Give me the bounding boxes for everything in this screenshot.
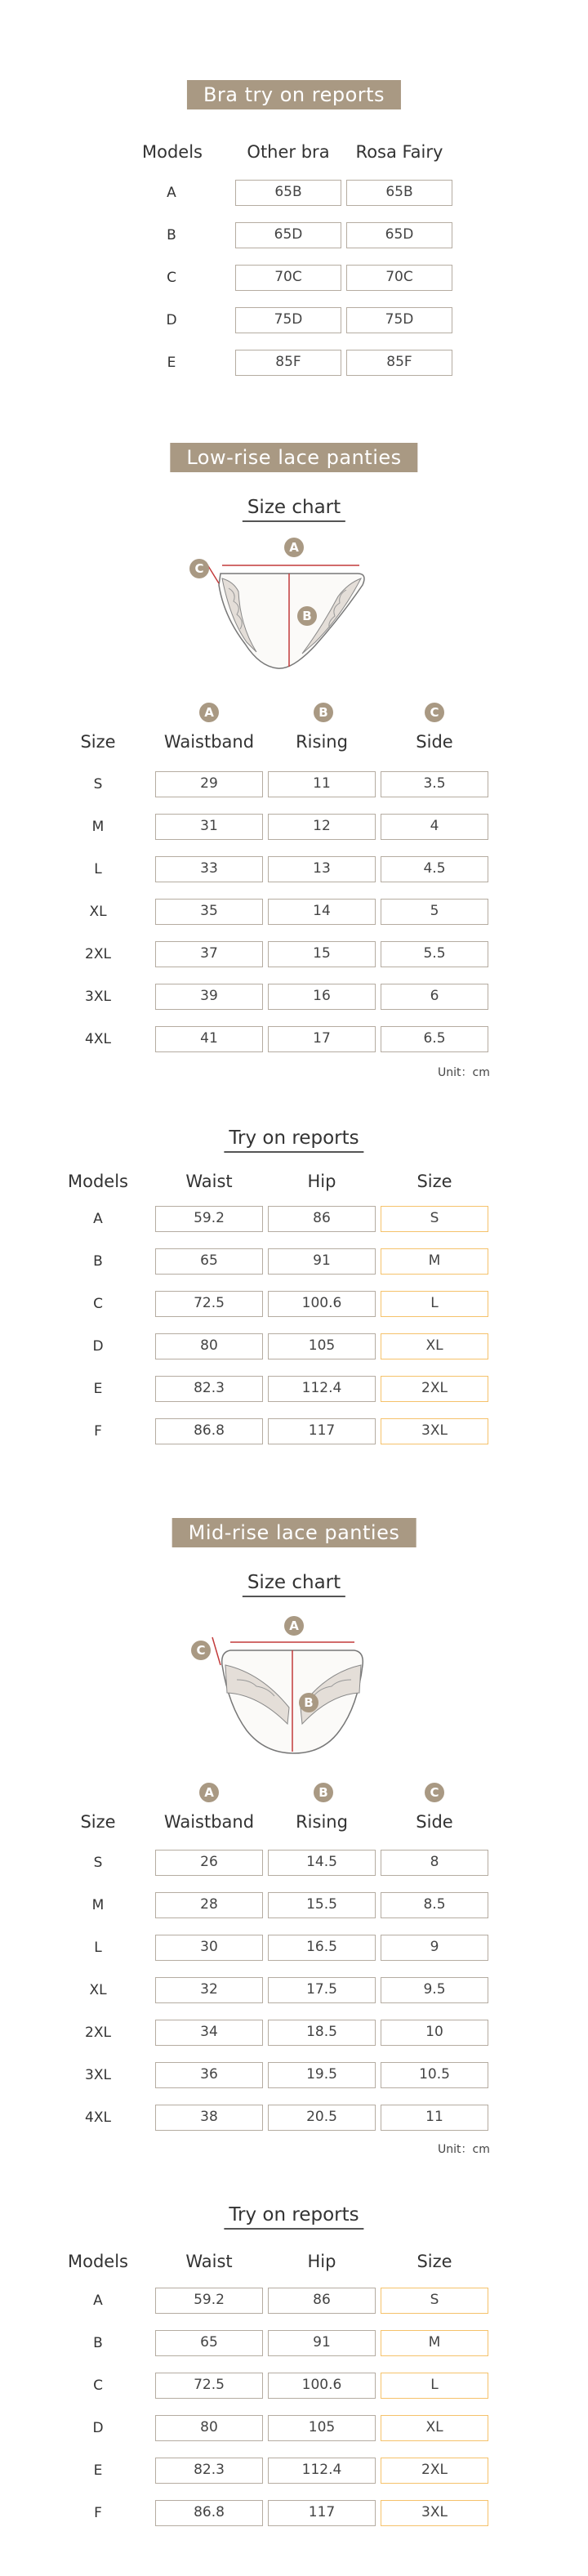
- mid-size-row-label: L: [94, 1940, 102, 1956]
- mid-size-cell: 36: [155, 2062, 263, 2088]
- mid-try-row-label: C: [93, 2377, 103, 2394]
- low-size-cell: 4: [381, 814, 488, 840]
- low-try-cell: XL: [381, 1333, 488, 1359]
- low-try-cell: 59.2: [155, 1206, 263, 1232]
- mid-size-cell: 32: [155, 1977, 263, 2003]
- low-col-marker-c: C: [425, 703, 444, 722]
- low-size-cell: 29: [155, 771, 263, 797]
- low-rise-panty-diagram: [178, 538, 382, 676]
- low-try-cell: 86.8: [155, 1418, 263, 1444]
- bra-section-title: Bra try on reports: [187, 80, 401, 109]
- bra-row-label: A: [167, 185, 176, 201]
- low-size-cell: 11: [268, 771, 376, 797]
- low-try-header-waist: Waist: [185, 1172, 233, 1191]
- low-try-row-label: C: [93, 1296, 103, 1312]
- low-try-cell: 3XL: [381, 1418, 488, 1444]
- low-size-row-label: L: [94, 861, 102, 877]
- mid-try-header-size: Size: [416, 2252, 452, 2271]
- mid-try-cell: XL: [381, 2415, 488, 2441]
- low-try-cell: 65: [155, 1248, 263, 1275]
- low-size-cell: 17: [268, 1026, 376, 1052]
- low-try-cell: 72.5: [155, 1291, 263, 1317]
- mid-try-cell: 3XL: [381, 2500, 488, 2526]
- low-header-waistband: Waistband: [163, 732, 255, 752]
- low-try-cell: 112.4: [268, 1376, 376, 1402]
- bra-row-label: C: [167, 270, 176, 286]
- bra-cell: 65D: [346, 222, 452, 248]
- low-size-cell: 37: [155, 941, 263, 967]
- low-size-chart-title: Size chart: [243, 497, 345, 522]
- bra-cell: 65D: [235, 222, 341, 248]
- bra-cell: 85F: [346, 350, 452, 376]
- mid-try-cell: 112.4: [268, 2458, 376, 2484]
- mid-try-cell: 2XL: [381, 2458, 488, 2484]
- mid-try-cell: 80: [155, 2415, 263, 2441]
- mid-try-cell: 59.2: [155, 2288, 263, 2314]
- low-size-row-label: XL: [89, 904, 107, 920]
- low-try-cell: S: [381, 1206, 488, 1232]
- low-size-row-label: 3XL: [85, 989, 111, 1005]
- low-try-cell: M: [381, 1248, 488, 1275]
- mid-size-cell: 10.5: [381, 2062, 488, 2088]
- mid-try-row-label: A: [93, 2293, 103, 2309]
- low-col-marker-b: B: [314, 703, 333, 722]
- mid-size-cell: 8: [381, 1850, 488, 1876]
- low-size-cell: 35: [155, 899, 263, 925]
- low-try-cell: 91: [268, 1248, 376, 1275]
- low-try-header-models: Models: [68, 1172, 128, 1191]
- low-size-row-label: 2XL: [85, 946, 111, 962]
- bra-header-models: Models: [142, 142, 203, 162]
- mid-try-cell: 86: [268, 2288, 376, 2314]
- mid-size-row-label: 3XL: [85, 2067, 111, 2083]
- bra-cell: 85F: [235, 350, 341, 376]
- mid-diagram-marker-a: A: [284, 1616, 304, 1636]
- mid-try-row-label: E: [93, 2462, 103, 2479]
- mid-size-cell: 38: [155, 2105, 263, 2131]
- mid-size-cell: 28: [155, 1892, 263, 1918]
- low-size-cell: 6.5: [381, 1026, 488, 1052]
- mid-size-row-label: 2XL: [85, 2025, 111, 2041]
- mid-try-row-label: B: [93, 2335, 103, 2351]
- low-try-row-label: A: [93, 1211, 103, 1227]
- mid-try-cell: M: [381, 2330, 488, 2356]
- mid-rise-panty-diagram: [180, 1616, 384, 1760]
- low-unit-label: Unit：cm: [438, 1066, 490, 1079]
- low-try-row-label: F: [94, 1423, 102, 1440]
- bra-header-other: Other bra: [247, 142, 330, 162]
- bra-cell: 70C: [235, 265, 341, 291]
- mid-try-cell: 117: [268, 2500, 376, 2526]
- mid-size-cell: 18.5: [268, 2020, 376, 2046]
- mid-try-title: Try on reports: [224, 2204, 363, 2230]
- low-section-title: Low-rise lace panties: [170, 443, 417, 472]
- bra-cell: 65B: [235, 180, 341, 206]
- mid-size-row-label: S: [93, 1855, 103, 1871]
- mid-unit-label: Unit：cm: [438, 2143, 490, 2156]
- mid-size-cell: 9: [381, 1935, 488, 1961]
- mid-try-cell: S: [381, 2288, 488, 2314]
- bra-row-label: D: [166, 312, 177, 328]
- mid-col-marker-c: C: [425, 1783, 444, 1802]
- bra-cell: 75D: [346, 307, 452, 333]
- mid-size-row-label: 4XL: [85, 2109, 111, 2126]
- low-diagram-marker-b: B: [297, 606, 317, 626]
- mid-size-chart-title: Size chart: [243, 1572, 345, 1597]
- mid-size-cell: 8.5: [381, 1892, 488, 1918]
- mid-header-rising: Rising: [296, 1812, 348, 1832]
- low-size-cell: 15: [268, 941, 376, 967]
- low-try-cell: 82.3: [155, 1376, 263, 1402]
- mid-size-cell: 14.5: [268, 1850, 376, 1876]
- mid-section-title: Mid-rise lace panties: [172, 1518, 416, 1547]
- mid-size-cell: 30: [155, 1935, 263, 1961]
- low-header-rising: Rising: [296, 732, 348, 752]
- mid-size-cell: 17.5: [268, 1977, 376, 2003]
- low-size-cell: 5.5: [381, 941, 488, 967]
- bra-cell: 75D: [235, 307, 341, 333]
- low-size-cell: 4.5: [381, 856, 488, 882]
- mid-size-cell: 11: [381, 2105, 488, 2131]
- mid-size-cell: 10: [381, 2020, 488, 2046]
- mid-try-cell: 91: [268, 2330, 376, 2356]
- low-diagram-marker-a: A: [284, 538, 304, 557]
- bra-row-label: B: [167, 227, 176, 243]
- low-try-header-size: Size: [416, 1172, 452, 1191]
- low-size-row-label: M: [91, 819, 105, 835]
- mid-try-header-hip: Hip: [307, 2252, 336, 2271]
- mid-diagram-marker-c: C: [191, 1641, 211, 1660]
- low-col-marker-a: A: [199, 703, 219, 722]
- bra-header-rosa: Rosa Fairy: [355, 142, 443, 162]
- mid-try-cell: 72.5: [155, 2373, 263, 2399]
- mid-try-cell: 65: [155, 2330, 263, 2356]
- mid-try-cell: L: [381, 2373, 488, 2399]
- low-header-side: Side: [416, 732, 453, 752]
- low-size-cell: 31: [155, 814, 263, 840]
- bra-cell: 65B: [346, 180, 452, 206]
- mid-size-cell: 15.5: [268, 1892, 376, 1918]
- low-try-row-label: E: [93, 1381, 103, 1397]
- low-size-cell: 3.5: [381, 771, 488, 797]
- low-try-cell: 80: [155, 1333, 263, 1359]
- mid-col-marker-b: B: [314, 1783, 333, 1802]
- low-size-cell: 41: [155, 1026, 263, 1052]
- low-size-cell: 39: [155, 984, 263, 1010]
- low-header-size: Size: [80, 732, 116, 752]
- mid-diagram-marker-b: B: [299, 1693, 318, 1712]
- low-try-header-hip: Hip: [307, 1172, 336, 1191]
- mid-try-cell: 82.3: [155, 2458, 263, 2484]
- mid-size-cell: 9.5: [381, 1977, 488, 2003]
- low-try-cell: 100.6: [268, 1291, 376, 1317]
- low-diagram-marker-c: C: [189, 559, 209, 578]
- mid-try-header-waist: Waist: [185, 2252, 233, 2271]
- mid-size-cell: 20.5: [268, 2105, 376, 2131]
- low-size-row-label: 4XL: [85, 1031, 111, 1047]
- low-size-cell: 16: [268, 984, 376, 1010]
- mid-size-cell: 26: [155, 1850, 263, 1876]
- mid-header-size: Size: [80, 1812, 116, 1832]
- mid-size-cell: 16.5: [268, 1935, 376, 1961]
- mid-try-row-label: D: [92, 2420, 104, 2436]
- mid-size-cell: 19.5: [268, 2062, 376, 2088]
- low-try-cell: 2XL: [381, 1376, 488, 1402]
- mid-try-header-models: Models: [68, 2252, 128, 2271]
- mid-size-row-label: M: [91, 1897, 105, 1913]
- low-size-cell: 14: [268, 899, 376, 925]
- low-size-cell: 13: [268, 856, 376, 882]
- low-try-cell: 86: [268, 1206, 376, 1232]
- mid-col-marker-a: A: [199, 1783, 219, 1802]
- low-size-cell: 6: [381, 984, 488, 1010]
- mid-try-cell: 100.6: [268, 2373, 376, 2399]
- low-size-cell: 12: [268, 814, 376, 840]
- low-size-row-label: S: [93, 776, 103, 792]
- mid-header-waistband: Waistband: [163, 1812, 255, 1832]
- mid-try-cell: 86.8: [155, 2500, 263, 2526]
- low-try-cell: 105: [268, 1333, 376, 1359]
- mid-header-side: Side: [416, 1812, 453, 1832]
- low-size-cell: 33: [155, 856, 263, 882]
- mid-size-row-label: XL: [89, 1982, 107, 1998]
- mid-try-row-label: F: [94, 2505, 102, 2521]
- low-try-cell: L: [381, 1291, 488, 1317]
- low-try-row-label: D: [92, 1338, 104, 1355]
- bra-cell: 70C: [346, 265, 452, 291]
- low-try-title: Try on reports: [224, 1127, 363, 1153]
- bra-row-label: E: [167, 355, 176, 371]
- low-try-cell: 117: [268, 1418, 376, 1444]
- low-try-row-label: B: [93, 1253, 103, 1270]
- low-size-cell: 5: [381, 899, 488, 925]
- mid-try-cell: 105: [268, 2415, 376, 2441]
- mid-size-cell: 34: [155, 2020, 263, 2046]
